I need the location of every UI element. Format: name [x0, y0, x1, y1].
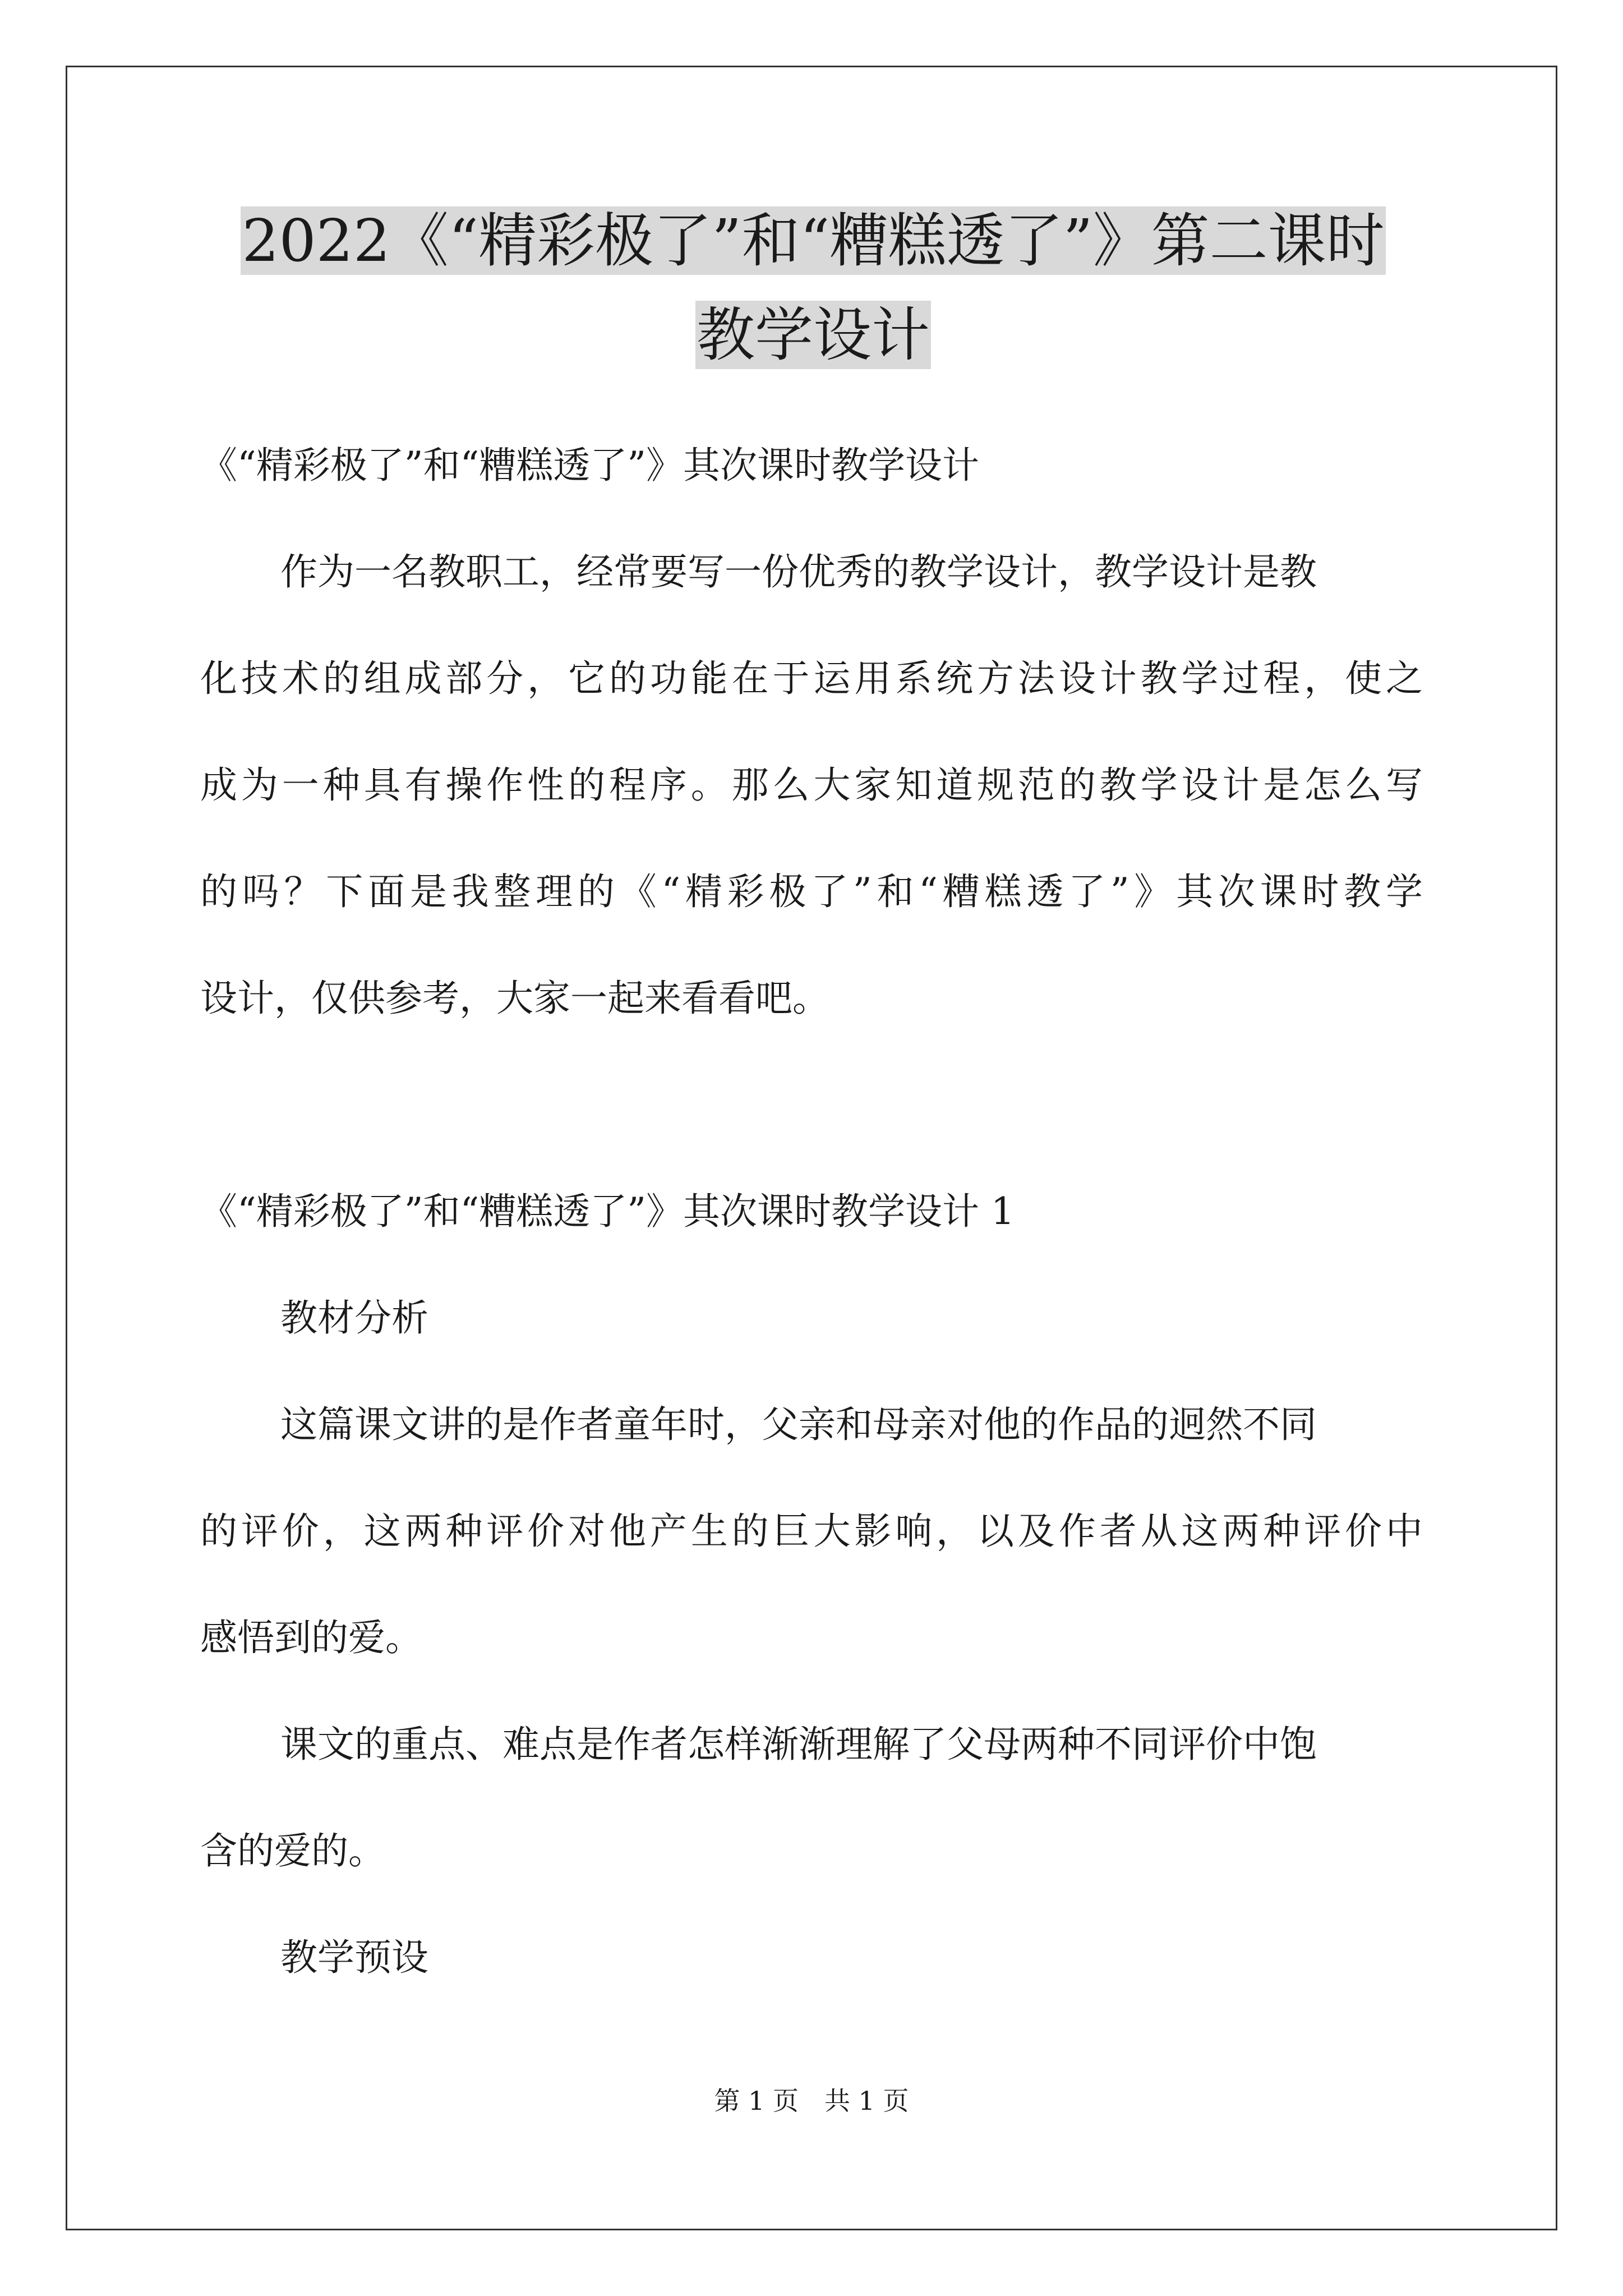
title-line-2: 教学设计: [696, 301, 930, 369]
document-title: [202, 194, 1424, 382]
material-line-3: 感悟到的爱。: [200, 1616, 422, 1659]
material-line-1: 这篇课文讲的是作者童年时，父亲和母亲对他的作品的迥然不同: [280, 1403, 1317, 1446]
intro-line-3: 成为一种具有操作性的程序。那么大家知道规范的教学设计是怎么写: [200, 763, 1423, 807]
page-border: [66, 66, 1557, 2230]
section-heading: 《“精彩极了”和“糟糕透了”》其次课时教学设计 1: [200, 1190, 1015, 1233]
keypoint-line-2: 含的爱的。: [200, 1829, 385, 1872]
intro-line-1: 作为一名教职工，经常要写一份优秀的教学设计，教学设计是教: [280, 550, 1317, 593]
title-line-1: 2022《“精彩极了”和“糟糕透了”》第二课时: [242, 206, 1385, 275]
keypoint-line-1: 课文的重点、难点是作者怎样渐渐理解了父母两种不同评价中饱: [280, 1723, 1317, 1766]
intro-line-4: 的吗？下面是我整理的《“精彩极了”和“糟糕透了”》其次课时教学: [200, 870, 1423, 913]
subtitle: 《“精彩极了”和“糟糕透了”》其次课时教学设计: [200, 444, 979, 487]
material-line-2: 的评价，这两种评价对他产生的巨大影响，以及作者从这两种评价中: [200, 1510, 1423, 1553]
heading-teaching-preset: 教学预设: [280, 1936, 428, 1979]
page-number-footer: 第 1 页 共 1 页: [714, 2086, 909, 2116]
intro-line-2: 化技术的组成部分，它的功能在于运用系统方法设计教学过程，使之: [200, 657, 1423, 700]
heading-material-analysis: 教材分析: [280, 1296, 428, 1340]
intro-line-5: 设计，仅供参考，大家一起来看看吧。: [200, 977, 829, 1020]
